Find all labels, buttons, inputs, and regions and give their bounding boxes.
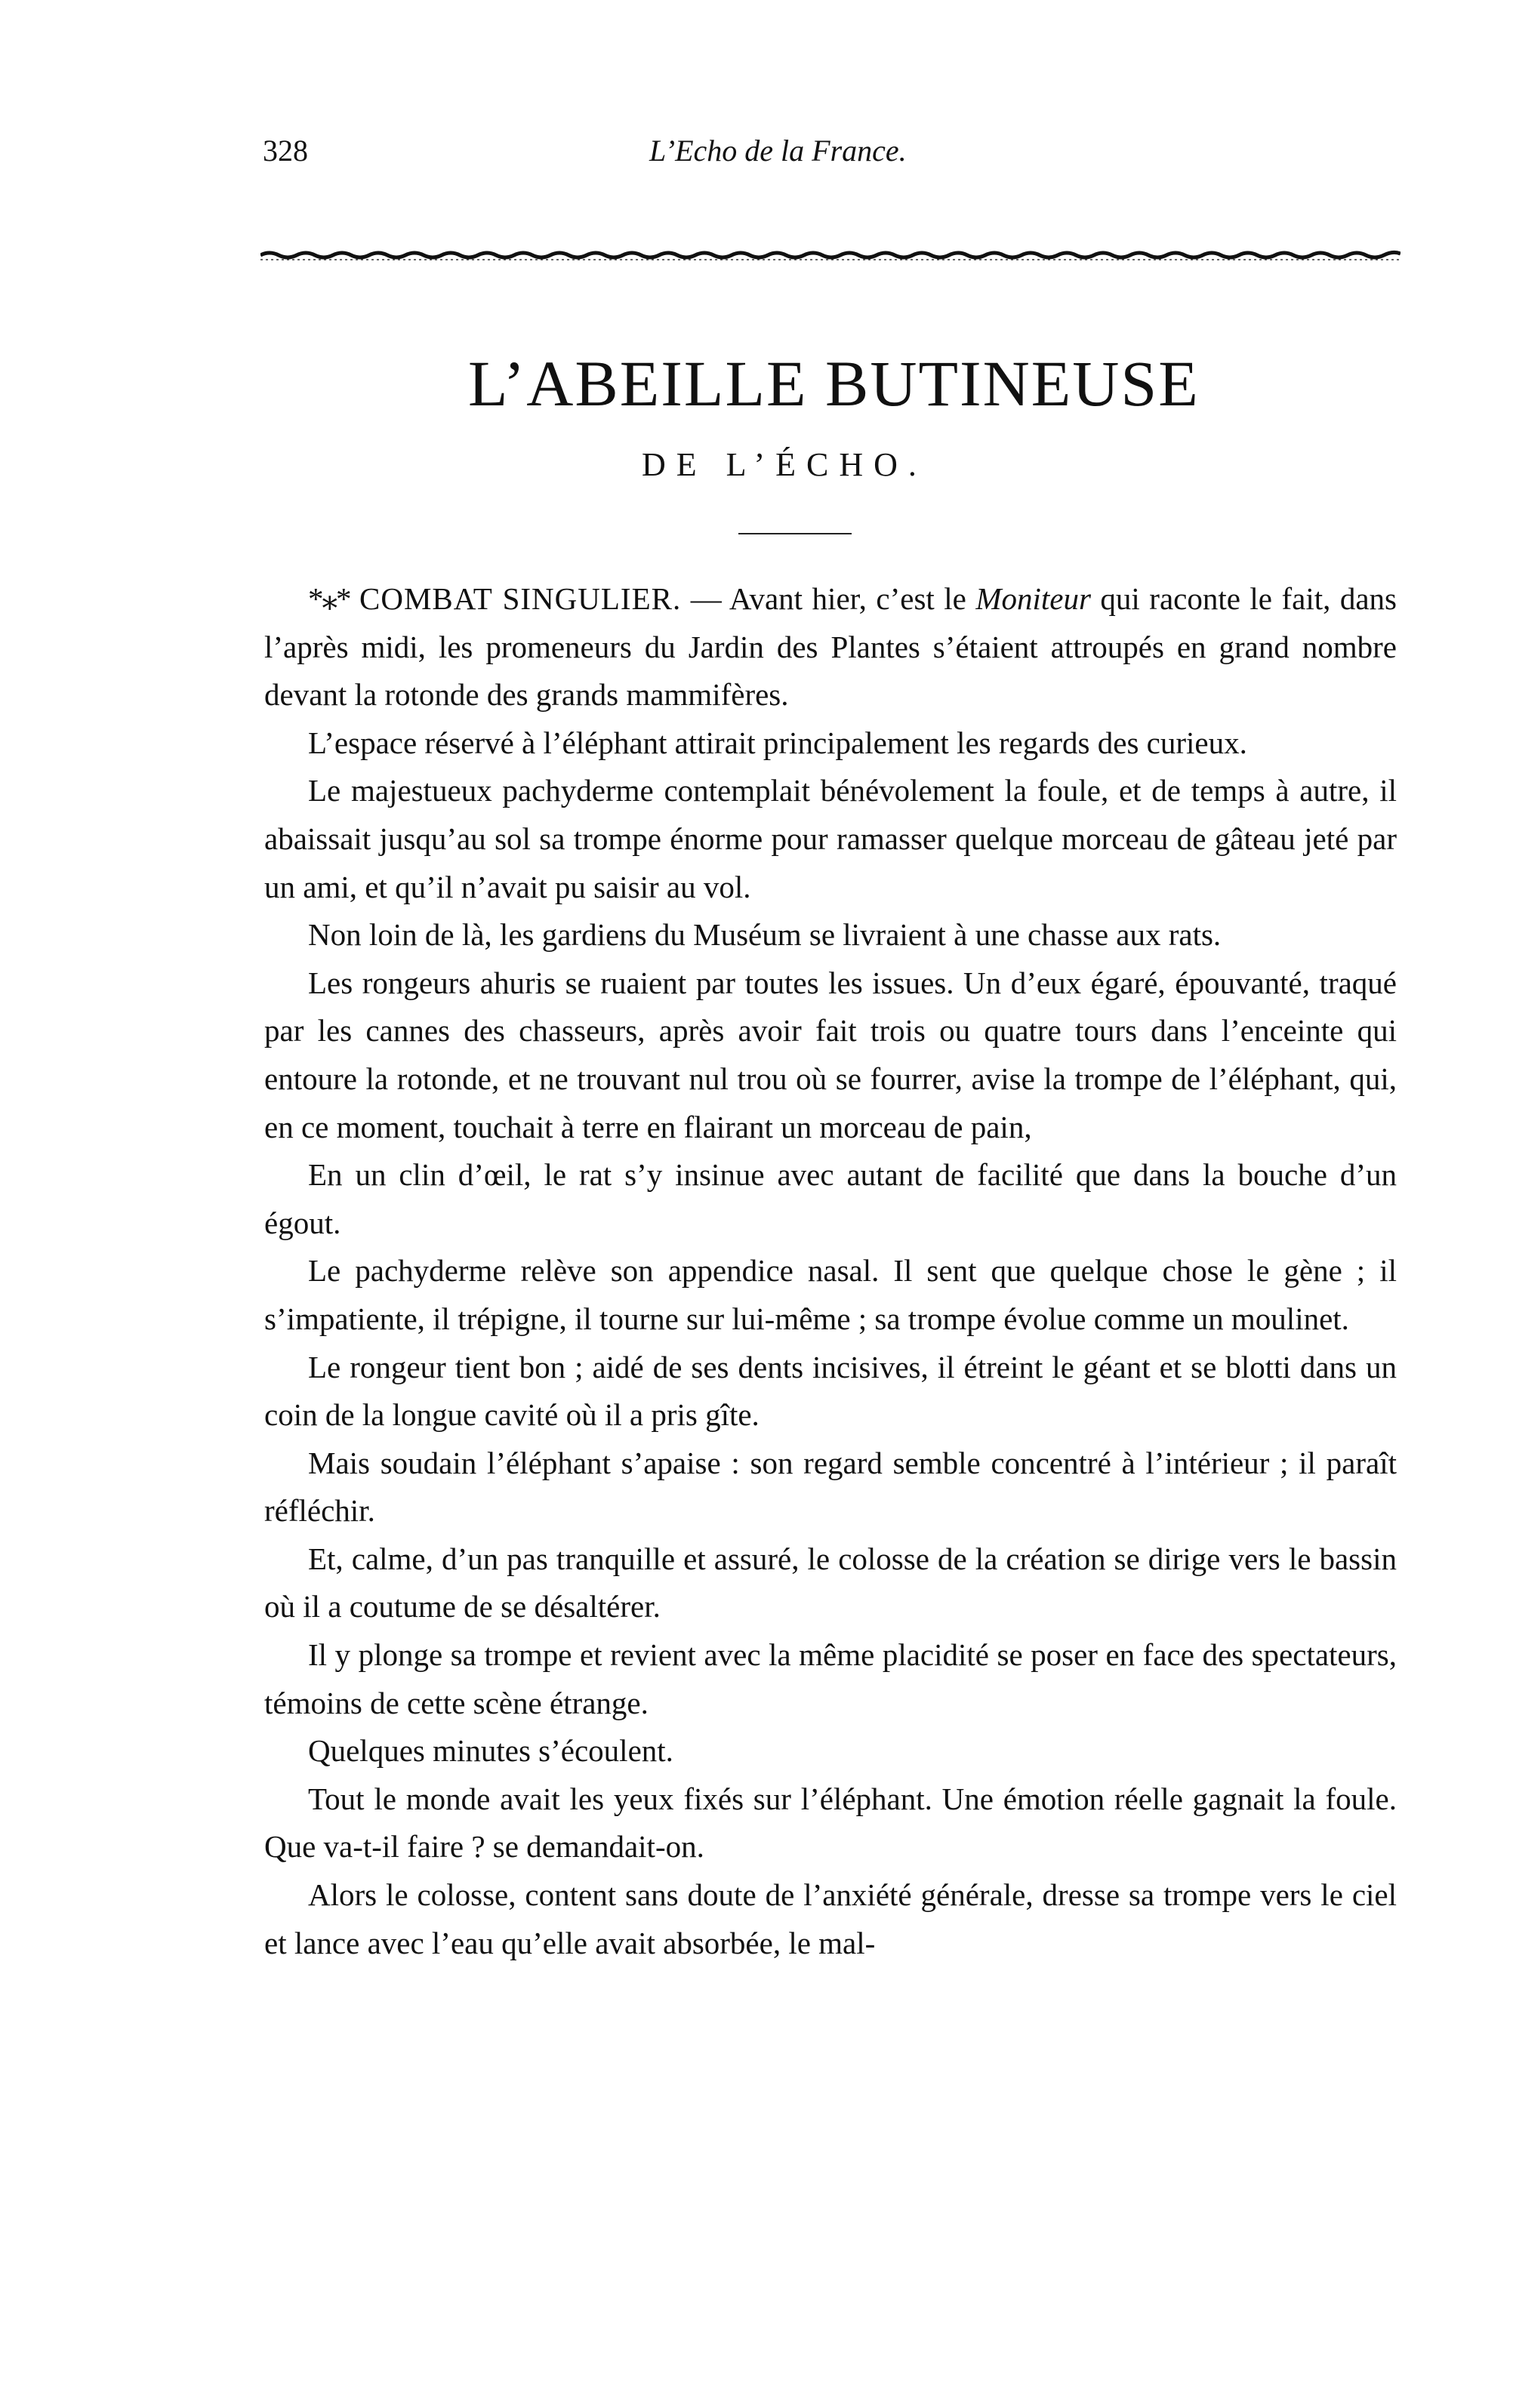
intro-text-start: — Avant hier, c’est le — [681, 581, 976, 616]
wavy-rule-graphic — [260, 249, 1401, 264]
section-subtitle: DE L’ÉCHO. — [642, 446, 927, 483]
intro-text-end: qui raconte le fait, dans l’après midi, les promeneurs du Jardin des Plantes s’étaient attroupés en grand nombre devant la rotonde des grands mammifères. — [264, 581, 1397, 713]
paragraph: Non loin de là, les gardiens du Muséum se livraient à une chasse aux rats. — [308, 917, 1222, 953]
title-divider — [738, 533, 852, 534]
paragraph: Tout le monde avait les yeux fixés sur l’éléphant. Une émotion réelle gagnait la foule. Que va-t-il faire ? se demandait-on. — [264, 1781, 1397, 1865]
page-number: 328 — [263, 134, 308, 168]
paragraph: Le pachyderme relève son appendice nasal. Il sent que quelque chose le gène ; il s’impatiente, il trépigne, il tourne sur lui-même ; sa trompe évolue comme un moulinet. — [264, 1253, 1397, 1336]
section-title: L’ABEILLE BUTINEUSE — [468, 347, 1200, 420]
source-name: Moniteur — [975, 581, 1091, 616]
article-lead-in: COMBAT SINGULIER. — [359, 581, 682, 616]
asterism: *⁎* — [308, 581, 350, 616]
paragraph: Et, calme, d’un pas tranquille et assuré, le colosse de la création se dirige vers le bassin où il a coutume de se désaltérer. — [264, 1541, 1397, 1624]
paragraph: En un clin d’œil, le rat s’y insinue avec autant de facilité que dans la bouche d’un égout. — [264, 1157, 1397, 1240]
paragraph: Alors le colosse, content sans doute de l’anxiété générale, dresse sa trompe vers le ciel et lance avec l’eau qu’elle avait absorbée, le mal- — [264, 1877, 1397, 1960]
paragraph: Le rongeur tient bon ; aidé de ses dents incisives, il étreint le géant et se blotti dans un coin de la longue cavité où il a pris gîte. — [264, 1349, 1397, 1433]
paragraph: Les rongeurs ahuris se ruaient par toutes les issues. Un d’eux égaré, épouvanté, traqué par les cannes des chasseurs, après avoir fait trois ou quatre tours dans l’enceinte qui entoure la rotonde, et ne trouvant nul trou où se fourrer, avise la trompe de l’éléphant, qui, en ce moment, touchait à terre en flairant un morceau de pain, — [264, 965, 1397, 1144]
paragraph: Mais soudain l’éléphant s’apaise : son regard semble concentré à l’intérieur ; il paraît réfléchir. — [264, 1445, 1397, 1529]
paragraph: Il y plonge sa trompe et revient avec la même placidité se poser en face des spectateurs, témoins de cette scène étrange. — [264, 1637, 1397, 1720]
ornamental-rule — [260, 249, 1401, 264]
paragraph: Quelques minutes s’écoulent. — [308, 1733, 673, 1769]
paragraph: Le majestueux pachyderme contemplait bénévolement la foule, et de temps à autre, il abaissait jusqu’au sol sa trompe énorme pour ramasser quelque morceau de gâteau jeté par un ami, et qu’il n’avait pu saisir au vol. — [264, 773, 1397, 904]
paragraph-intro — [264, 575, 1397, 719]
running-head — [257, 133, 1389, 178]
journal-title: L’Echo de la France. — [649, 134, 907, 168]
paragraph: L’espace réservé à l’éléphant attirait principalement les regards des curieux. — [308, 725, 1247, 760]
article-body — [264, 575, 1397, 1967]
